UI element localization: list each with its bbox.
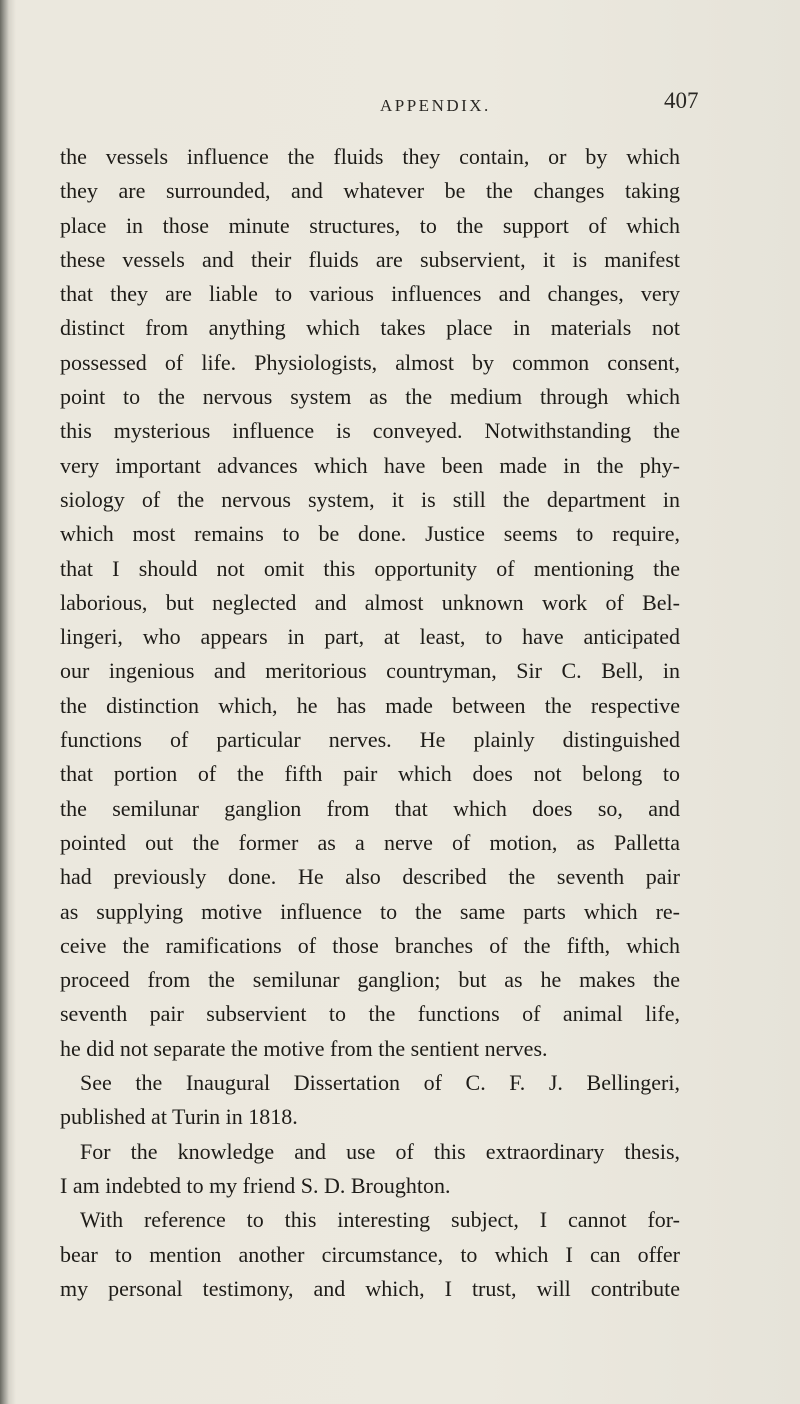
text-line: seventh pair subservient to the functions of animal life,: [60, 1001, 680, 1027]
text-line: this mysterious influence is conveyed. Notwithstanding the: [60, 418, 680, 444]
text-line: siology of the nervous system, it is still the department in: [60, 486, 680, 512]
text-line: functions of particular nerves. He plainly distinguished: [60, 727, 680, 753]
text-line: the semilunar ganglion from that which does so, and: [60, 795, 680, 821]
text-line: he did not separate the motive from the sentient nerves.: [60, 1035, 548, 1061]
text-line: that portion of the fifth pair which does not belong to: [60, 761, 680, 787]
text-line: that I should not omit this opportunity of mentioning the: [60, 555, 680, 581]
body-text: [60, 140, 680, 1306]
text-line: place in those minute structures, to the support of which: [60, 212, 680, 238]
text-line: I am indebted to my friend S. D. Broughton.: [60, 1172, 451, 1198]
text-line: our ingenious and meritorious countryman, Sir C. Bell, in: [60, 658, 680, 684]
text-line: very important advances which have been made in the phy-: [60, 452, 680, 478]
running-head: [60, 88, 740, 128]
text-line: ceive the ramifications of those branches of the fifth, which: [60, 932, 680, 958]
page-number: 407: [664, 88, 699, 113]
text-line: the vessels influence the fluids they contain, or by which: [60, 144, 680, 169]
text-line: possessed of life. Physiologists, almost by common consent,: [60, 349, 680, 375]
text-line: had previously done. He also described the seventh pair: [60, 864, 680, 890]
text-line: See the Inaugural Dissertation of C. F. J. Bellingeri,: [80, 1070, 680, 1096]
text-line: which most remains to be done. Justice seems to require,: [60, 521, 680, 547]
text-line: that they are liable to various influences and changes, very: [60, 281, 680, 307]
text-line: the distinction which, he has made between the respective: [60, 692, 680, 718]
text-line: With reference to this interesting subject, I cannot for-: [80, 1207, 680, 1233]
text-line: published at Turin in 1818.: [60, 1104, 298, 1130]
text-line: distinct from anything which takes place in materials not: [60, 315, 680, 341]
text-line: laborious, but neglected and almost unknown work of Bel-: [60, 589, 680, 615]
text-line: as supplying motive influence to the same parts which re-: [60, 898, 680, 924]
text-line: bear to mention another circumstance, to which I can offer: [60, 1241, 680, 1267]
text-line: For the knowledge and use of this extraordinary thesis,: [80, 1138, 680, 1164]
text-line: pointed out the former as a nerve of motion, as Palletta: [60, 829, 680, 855]
text-line: these vessels and their fluids are subservient, it is manifest: [60, 246, 680, 272]
text-line: my personal testimony, and which, I trust, will contribute: [60, 1275, 680, 1301]
text-line: they are surrounded, and whatever be the changes taking: [60, 178, 680, 204]
text-line: proceed from the semilunar ganglion; but as he makes the: [60, 967, 680, 993]
text-line: point to the nervous system as the medium through which: [60, 384, 680, 410]
running-head-title: APPENDIX.: [380, 96, 491, 115]
text-line: lingeri, who appears in part, at least, to have anticipated: [60, 624, 680, 650]
